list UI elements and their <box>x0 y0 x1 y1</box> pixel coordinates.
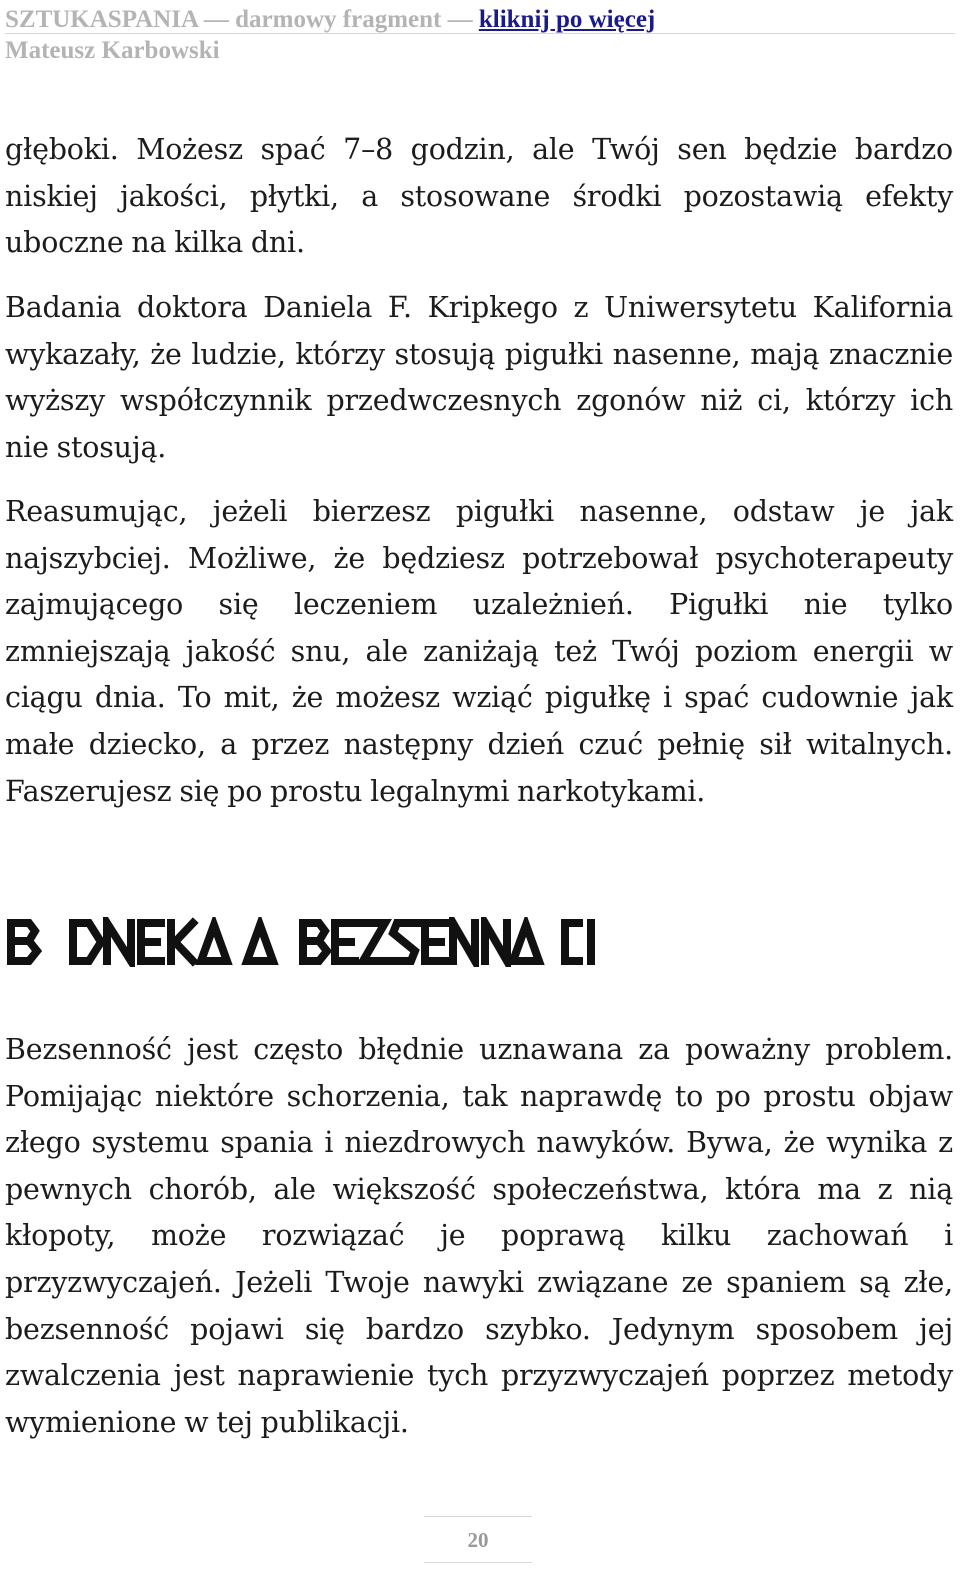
book-title: SZTUKASPANIA <box>5 6 198 33</box>
header-divider <box>5 33 955 34</box>
header-title-line <box>5 4 955 35</box>
more-link[interactable]: kliknij po więcej <box>478 6 656 33</box>
footer-divider-top <box>424 1516 532 1517</box>
paragraph-2: Badania doktora Daniela F. Kripkego z Uniwersytetu Kalifornia wykazały, że ludzie, którzy stosują pigułki nasenne, mają znacznie wyższy współczynnik przedwczesnych zgonów niż ci, którzy ich nie stosują. <box>5 291 953 464</box>
header-separator: — <box>441 6 479 33</box>
section-heading <box>7 914 597 970</box>
header-separator: — <box>197 6 236 33</box>
paragraph-3: Reasumując, jeżeli bierzesz pigułki nasenne, odstaw je jak najszybciej. Możliwe, że będziesz potrzebował psychoterapeuty zajmującego się leczeniem uzależnień. Pigułki nie tylko zmniejszają jakość snu, ale zaniżają też Twój poziom energii w ciągu dnia. To mit, że możesz wziąć pigułkę i spać cudownie jak małe dziecko, a przez następny dzień czuć pełnię sił witalnych. Faszerujesz się po prostu legalnymi narkotykami. <box>5 495 953 808</box>
footer-divider-bottom <box>424 1562 532 1563</box>
paragraph-1: głęboki. Możesz spać 7–8 godzin, ale Twój sen będzie bardzo niskiej jakości, płytki, a stosowane środki pozostawią efekty uboczne na kilka dni. <box>5 133 953 260</box>
page-number: 20 <box>467 1528 489 1552</box>
header-subtitle: darmowy fragment <box>235 6 442 33</box>
section-heading-decorative-lettering <box>7 917 597 967</box>
author-name: Mateusz Karbowski <box>5 37 220 64</box>
running-header <box>5 4 955 66</box>
paragraph-4: Bezsenność jest często błędnie uznawana za poważny problem. Pomijając niektóre schorzenia, tak naprawdę to po prostu objaw złego systemu spania i niezdrowych nawyków. Bywa, że wynika z pewnych chorób, ale większość społeczeństwa, która ma z nią kłopoty, może rozwiązać je poprawą kilku zachowań i przyzwyczajeń. Jeżeli Twoje nawyki związane ze spaniem są złe, bezsenność pojawi się bardzo szybko. Jedynym sposobem jej zwalczenia jest naprawienie tych przyzwyczajeń poprzez metody wymienione w tej publikacji. <box>5 1033 953 1439</box>
